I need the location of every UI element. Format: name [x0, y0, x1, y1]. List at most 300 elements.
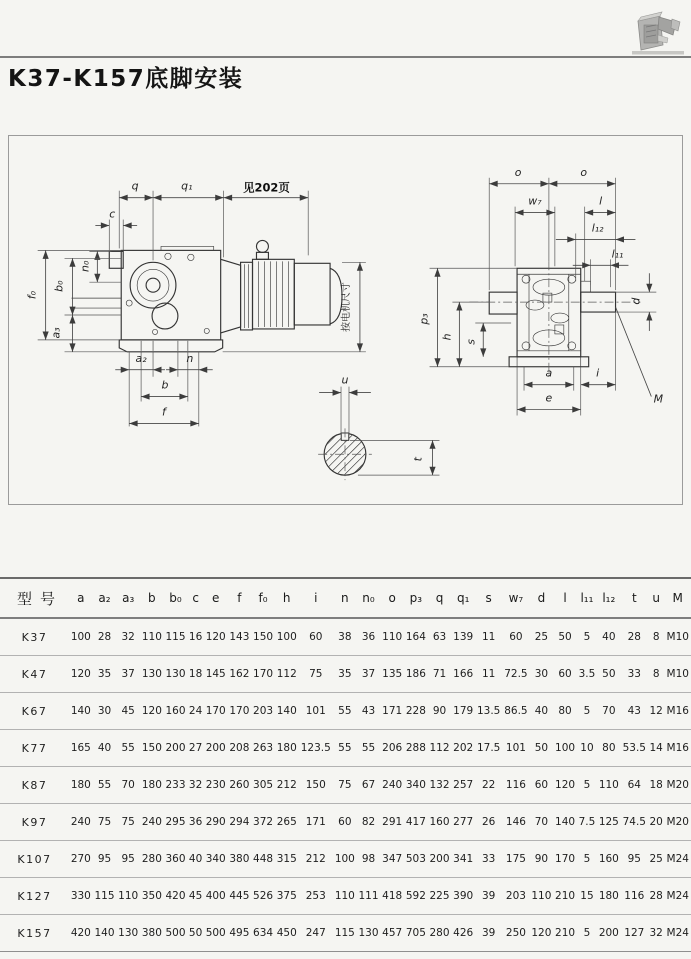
value-cell: 179 [451, 693, 475, 730]
value-cell: 5 [577, 915, 597, 952]
value-cell: 240 [380, 767, 404, 804]
dim-label-a: a [545, 366, 553, 380]
value-cell: 110 [530, 878, 554, 915]
value-cell: 39 [475, 878, 502, 915]
value-cell: 230 [204, 767, 228, 804]
model-cell: K37 [0, 618, 69, 656]
right-view-dimensions [418, 166, 664, 416]
value-cell: 50 [187, 915, 204, 952]
gearmotor-photo [628, 5, 688, 58]
value-cell: 5 [577, 693, 597, 730]
value-cell: 150 [299, 767, 333, 804]
value-cell: 40 [530, 693, 554, 730]
value-cell: 140 [275, 693, 299, 730]
model-cell: K87 [0, 767, 69, 804]
value-cell: 110 [597, 767, 621, 804]
dim-label-b: b [161, 378, 169, 392]
value-cell: 74.5 [621, 804, 648, 841]
value-cell: 526 [251, 878, 275, 915]
value-cell: 110 [380, 618, 404, 656]
value-cell: 503 [404, 841, 428, 878]
header-rule [0, 56, 691, 58]
model-cell: K127 [0, 878, 69, 915]
value-cell: 5 [577, 767, 597, 804]
value-cell: 420 [164, 878, 188, 915]
col-header: q₁ [451, 578, 475, 618]
dim-label-c: c [109, 207, 116, 221]
value-cell: 110 [116, 878, 140, 915]
value-cell: 95 [93, 841, 117, 878]
value-cell: 450 [275, 915, 299, 952]
value-cell: 170 [553, 841, 577, 878]
value-cell: 35 [93, 656, 117, 693]
value-cell: 390 [451, 878, 475, 915]
value-cell: 265 [275, 804, 299, 841]
value-cell: 372 [251, 804, 275, 841]
value-cell: 90 [428, 693, 452, 730]
value-cell: 166 [451, 656, 475, 693]
value-cell: 162 [228, 656, 252, 693]
value-cell: 150 [140, 730, 164, 767]
value-cell: 495 [228, 915, 252, 952]
value-cell: 592 [404, 878, 428, 915]
dim-label-s: s [464, 339, 478, 345]
value-cell: 130 [140, 656, 164, 693]
value-cell: 253 [299, 878, 333, 915]
value-cell: 16 [187, 618, 204, 656]
value-cell: 75 [116, 804, 140, 841]
col-header: d [530, 578, 554, 618]
value-cell: 98 [357, 841, 381, 878]
value-cell: 72.5 [502, 656, 529, 693]
value-cell: M24 [664, 878, 691, 915]
value-cell: 7.5 [577, 804, 597, 841]
value-cell: 305 [251, 767, 275, 804]
value-cell: 13.5 [475, 693, 502, 730]
value-cell: 112 [428, 730, 452, 767]
value-cell: 240 [69, 804, 93, 841]
value-cell: 180 [140, 767, 164, 804]
value-cell: 180 [69, 767, 93, 804]
value-cell: 12 [648, 693, 665, 730]
value-cell: 36 [187, 804, 204, 841]
value-cell: M10 [664, 618, 691, 656]
value-cell: 32 [116, 618, 140, 656]
value-cell: 67 [357, 767, 381, 804]
model-cell: K107 [0, 841, 69, 878]
model-cell: K47 [0, 656, 69, 693]
table-row [0, 767, 691, 804]
value-cell: 171 [299, 804, 333, 841]
value-cell: 340 [404, 767, 428, 804]
value-cell: 110 [140, 618, 164, 656]
table-row [0, 730, 691, 767]
value-cell: 341 [451, 841, 475, 878]
see-page-note: 见202页 [243, 180, 290, 195]
value-cell: 28 [93, 618, 117, 656]
value-cell: 257 [451, 767, 475, 804]
value-cell: 60 [502, 618, 529, 656]
value-cell: 380 [140, 915, 164, 952]
value-cell: 60 [553, 656, 577, 693]
value-cell: 120 [530, 915, 554, 952]
value-cell: 120 [140, 693, 164, 730]
dim-label-w7: w₇ [528, 194, 542, 208]
value-cell: 101 [299, 693, 333, 730]
value-cell: 160 [428, 804, 452, 841]
value-cell: 55 [333, 693, 357, 730]
col-header: f₀ [251, 578, 275, 618]
value-cell: 200 [597, 915, 621, 952]
value-cell: 150 [251, 618, 275, 656]
col-header: p₃ [404, 578, 428, 618]
value-cell: 115 [93, 878, 117, 915]
dim-label-i: i [596, 366, 600, 380]
dim-label-o-right: o [580, 165, 588, 179]
value-cell: 100 [333, 841, 357, 878]
value-cell: 263 [251, 730, 275, 767]
value-cell: 95 [621, 841, 648, 878]
dim-label-p3: p₃ [417, 313, 431, 325]
value-cell: 290 [204, 804, 228, 841]
dim-label-f0: f₀ [25, 291, 39, 300]
dim-label-l: l [599, 194, 603, 208]
col-header: a₃ [116, 578, 140, 618]
motor-size-note: 按电机尺寸 [340, 282, 352, 332]
value-cell: 165 [69, 730, 93, 767]
col-header: e [204, 578, 228, 618]
left-view-dimensions [26, 180, 366, 427]
value-cell: 250 [502, 915, 529, 952]
model-cell: K157 [0, 915, 69, 952]
value-cell: 55 [357, 730, 381, 767]
value-cell: 180 [275, 730, 299, 767]
value-cell: 127 [621, 915, 648, 952]
value-cell: 20 [648, 804, 665, 841]
value-cell: 75 [333, 767, 357, 804]
value-cell: 500 [164, 915, 188, 952]
value-cell: 130 [116, 915, 140, 952]
value-cell: 24 [187, 693, 204, 730]
table-row [0, 878, 691, 915]
value-cell: 63 [428, 618, 452, 656]
value-cell: 100 [553, 730, 577, 767]
value-cell: 15 [577, 878, 597, 915]
value-cell: 5 [577, 841, 597, 878]
value-cell: 288 [404, 730, 428, 767]
table-row [0, 618, 691, 656]
value-cell: 203 [502, 878, 529, 915]
value-cell: 457 [380, 915, 404, 952]
model-cell: K77 [0, 730, 69, 767]
col-header: l₁₁ [577, 578, 597, 618]
dimension-table-head [0, 578, 691, 618]
value-cell: 340 [204, 841, 228, 878]
value-cell: 40 [93, 730, 117, 767]
value-cell: 35 [333, 656, 357, 693]
value-cell: 32 [187, 767, 204, 804]
value-cell: 5 [577, 618, 597, 656]
value-cell: 120 [204, 618, 228, 656]
value-cell: 90 [530, 841, 554, 878]
dim-label-o-left: o [514, 165, 522, 179]
value-cell: 11 [475, 618, 502, 656]
dim-label-u: u [341, 373, 349, 387]
value-cell: 10 [577, 730, 597, 767]
value-cell: 418 [380, 878, 404, 915]
value-cell: 75 [93, 804, 117, 841]
col-header: i [299, 578, 333, 618]
value-cell: 420 [69, 915, 93, 952]
value-cell: 180 [597, 878, 621, 915]
value-cell: 212 [275, 767, 299, 804]
value-cell: 100 [69, 618, 93, 656]
value-cell: 171 [380, 693, 404, 730]
value-cell: 294 [228, 804, 252, 841]
value-cell: 116 [502, 767, 529, 804]
value-cell: 60 [299, 618, 333, 656]
model-cell: K67 [0, 693, 69, 730]
value-cell: 448 [251, 841, 275, 878]
value-cell: M16 [664, 730, 691, 767]
value-cell: 240 [140, 804, 164, 841]
value-cell: 140 [69, 693, 93, 730]
table-row [0, 915, 691, 952]
value-cell: 130 [164, 656, 188, 693]
col-header: a₂ [93, 578, 117, 618]
value-cell: 208 [228, 730, 252, 767]
value-cell: 25 [648, 841, 665, 878]
value-cell: 634 [251, 915, 275, 952]
value-cell: 277 [451, 804, 475, 841]
left-view-drawing [71, 240, 342, 351]
dim-label-f: f [162, 405, 166, 419]
table-row [0, 693, 691, 730]
value-cell: 139 [451, 618, 475, 656]
value-cell: 212 [299, 841, 333, 878]
value-cell: 110 [333, 878, 357, 915]
col-header: c [187, 578, 204, 618]
value-cell: 75 [299, 656, 333, 693]
value-cell: 40 [187, 841, 204, 878]
value-cell: 160 [164, 693, 188, 730]
value-cell: 270 [69, 841, 93, 878]
value-cell: 175 [502, 841, 529, 878]
value-cell: 33 [621, 656, 648, 693]
value-cell: 43 [357, 693, 381, 730]
value-cell: 360 [164, 841, 188, 878]
value-cell: 28 [621, 618, 648, 656]
value-cell: 22 [475, 767, 502, 804]
value-cell: 146 [502, 804, 529, 841]
value-cell: 14 [648, 730, 665, 767]
value-cell: M24 [664, 915, 691, 952]
value-cell: 100 [275, 618, 299, 656]
value-cell: 70 [597, 693, 621, 730]
dim-label-m: M [653, 392, 664, 406]
value-cell: 45 [187, 878, 204, 915]
dimension-table [0, 577, 691, 952]
value-cell: 143 [228, 618, 252, 656]
value-cell: 203 [251, 693, 275, 730]
value-cell: 86.5 [502, 693, 529, 730]
col-header: n [333, 578, 357, 618]
col-header: h [275, 578, 299, 618]
value-cell: 64 [621, 767, 648, 804]
value-cell: 347 [380, 841, 404, 878]
value-cell: 130 [357, 915, 381, 952]
col-header: M [664, 578, 691, 618]
photo-shadow [632, 51, 684, 55]
col-header: o [380, 578, 404, 618]
value-cell: 71 [428, 656, 452, 693]
diagram-panel [8, 135, 683, 505]
value-cell: 37 [116, 656, 140, 693]
value-cell: 233 [164, 767, 188, 804]
dim-label-q: q [131, 179, 139, 193]
value-cell: M10 [664, 656, 691, 693]
value-cell: 375 [275, 878, 299, 915]
value-cell: 202 [451, 730, 475, 767]
value-cell: 60 [333, 804, 357, 841]
dim-label-e: e [545, 391, 553, 405]
value-cell: 8 [648, 618, 665, 656]
col-header: f [228, 578, 252, 618]
value-cell: 53.5 [621, 730, 648, 767]
value-cell: 247 [299, 915, 333, 952]
value-cell: 18 [187, 656, 204, 693]
value-cell: 280 [140, 841, 164, 878]
value-cell: 37 [357, 656, 381, 693]
value-cell: 70 [116, 767, 140, 804]
page-title: K37-K157底脚安装 [8, 66, 244, 92]
value-cell: M20 [664, 767, 691, 804]
value-cell: 210 [553, 915, 577, 952]
col-header: s [475, 578, 502, 618]
col-header: t [621, 578, 648, 618]
value-cell: 45 [116, 693, 140, 730]
value-cell: 125 [597, 804, 621, 841]
value-cell: 25 [530, 618, 554, 656]
value-cell: 380 [228, 841, 252, 878]
value-cell: 225 [428, 878, 452, 915]
value-cell: 82 [357, 804, 381, 841]
dim-label-t: t [411, 457, 425, 462]
dimension-table-body [0, 618, 691, 952]
value-cell: 291 [380, 804, 404, 841]
col-header-model: 型号 [0, 578, 69, 618]
value-cell: 55 [116, 730, 140, 767]
value-cell: 112 [275, 656, 299, 693]
value-cell: 30 [93, 693, 117, 730]
dim-label-h: h [440, 333, 454, 341]
value-cell: 18 [648, 767, 665, 804]
value-cell: 30 [530, 656, 554, 693]
value-cell: 27 [187, 730, 204, 767]
value-cell: 500 [204, 915, 228, 952]
value-cell: 280 [428, 915, 452, 952]
value-cell: 170 [251, 656, 275, 693]
right-view-drawing [469, 261, 643, 377]
col-header: q [428, 578, 452, 618]
value-cell: 115 [333, 915, 357, 952]
value-cell: 160 [597, 841, 621, 878]
value-cell: M24 [664, 841, 691, 878]
model-cell: K97 [0, 804, 69, 841]
value-cell: 295 [164, 804, 188, 841]
col-header: l₁₂ [597, 578, 621, 618]
value-cell: 206 [380, 730, 404, 767]
table-row [0, 804, 691, 841]
value-cell: M20 [664, 804, 691, 841]
value-cell: 200 [164, 730, 188, 767]
col-header: w₇ [502, 578, 529, 618]
value-cell: 350 [140, 878, 164, 915]
value-cell: 116 [621, 878, 648, 915]
value-cell: 115 [164, 618, 188, 656]
value-cell: 43 [621, 693, 648, 730]
value-cell: 50 [553, 618, 577, 656]
value-cell: 145 [204, 656, 228, 693]
dim-label-d: d [629, 297, 643, 305]
value-cell: 55 [333, 730, 357, 767]
value-cell: 33 [475, 841, 502, 878]
value-cell: 111 [357, 878, 381, 915]
value-cell: 330 [69, 878, 93, 915]
dim-label-n: n [186, 351, 194, 365]
col-header: n₀ [357, 578, 381, 618]
value-cell: 120 [69, 656, 93, 693]
col-header: b₀ [164, 578, 188, 618]
col-header: u [648, 578, 665, 618]
dim-label-l12: l₁₂ [591, 221, 604, 235]
value-cell: 40 [597, 618, 621, 656]
table-row [0, 656, 691, 693]
value-cell: 200 [428, 841, 452, 878]
value-cell: 140 [553, 804, 577, 841]
value-cell: 123.5 [299, 730, 333, 767]
value-cell: 95 [116, 841, 140, 878]
value-cell: 8 [648, 656, 665, 693]
value-cell: 39 [475, 915, 502, 952]
value-cell: 417 [404, 804, 428, 841]
value-cell: 60 [530, 767, 554, 804]
value-cell: 3.5 [577, 656, 597, 693]
value-cell: 400 [204, 878, 228, 915]
value-cell: 170 [204, 693, 228, 730]
value-cell: 210 [553, 878, 577, 915]
dim-label-n0: n₀ [78, 260, 92, 272]
value-cell: 70 [530, 804, 554, 841]
value-cell: 80 [597, 730, 621, 767]
dim-label-a2: a₂ [135, 351, 147, 365]
dim-label-q1: q₁ [181, 179, 193, 193]
value-cell: 101 [502, 730, 529, 767]
value-cell: 120 [553, 767, 577, 804]
value-cell: 170 [228, 693, 252, 730]
value-cell: 445 [228, 878, 252, 915]
table-row [0, 841, 691, 878]
value-cell: 50 [530, 730, 554, 767]
value-cell: 17.5 [475, 730, 502, 767]
value-cell: 705 [404, 915, 428, 952]
value-cell: 32 [648, 915, 665, 952]
value-cell: 260 [228, 767, 252, 804]
value-cell: 426 [451, 915, 475, 952]
header-row [0, 578, 691, 618]
value-cell: 38 [333, 618, 357, 656]
value-cell: 140 [93, 915, 117, 952]
